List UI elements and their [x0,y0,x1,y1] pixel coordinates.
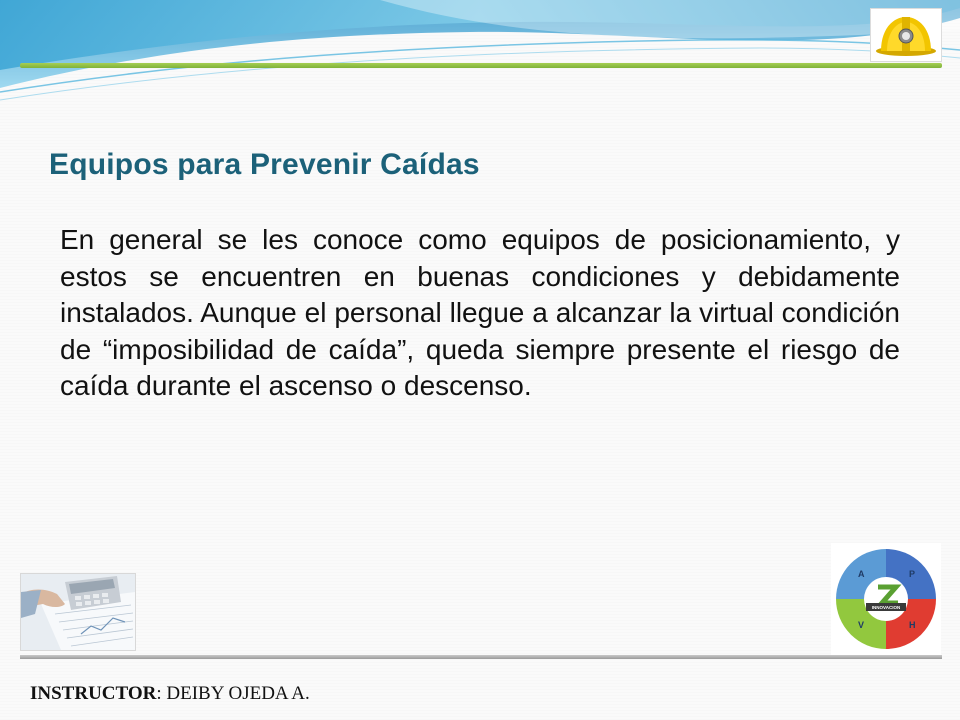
instructor-footer [30,683,310,705]
hard-hat-icon [870,8,942,62]
cycle-quadrant-v: V [858,620,865,630]
cycle-quadrant-p: P [909,569,916,579]
slide-title: Equipos para Prevenir Caídas [49,148,480,181]
cycle-quadrant-h: H [909,620,916,630]
footer-rule [20,655,942,659]
cycle-center-label: INNOVACION [871,605,901,610]
apvh-cycle-logo [831,543,941,655]
cycle-quadrant-a: A [858,569,865,579]
calculator-documents-photo [20,573,136,651]
header-rule [20,63,942,68]
instructor-label: INSTRUCTOR [30,683,157,704]
instructor-name: DEIBY OJEDA A. [166,683,310,704]
top-wave-decoration [0,0,960,110]
slide-body-text: En general se les conoce como equipos de posicionamiento, y estos se encuentren en buenas condiciones y debidamente instalados. Aunque el personal llegue a alcanzar la virtual condición de “imposibilidad de caída”, queda siempre presente el riesgo de caída durante el ascenso o descenso. [60,224,900,401]
instructor-separator: : [156,683,167,704]
